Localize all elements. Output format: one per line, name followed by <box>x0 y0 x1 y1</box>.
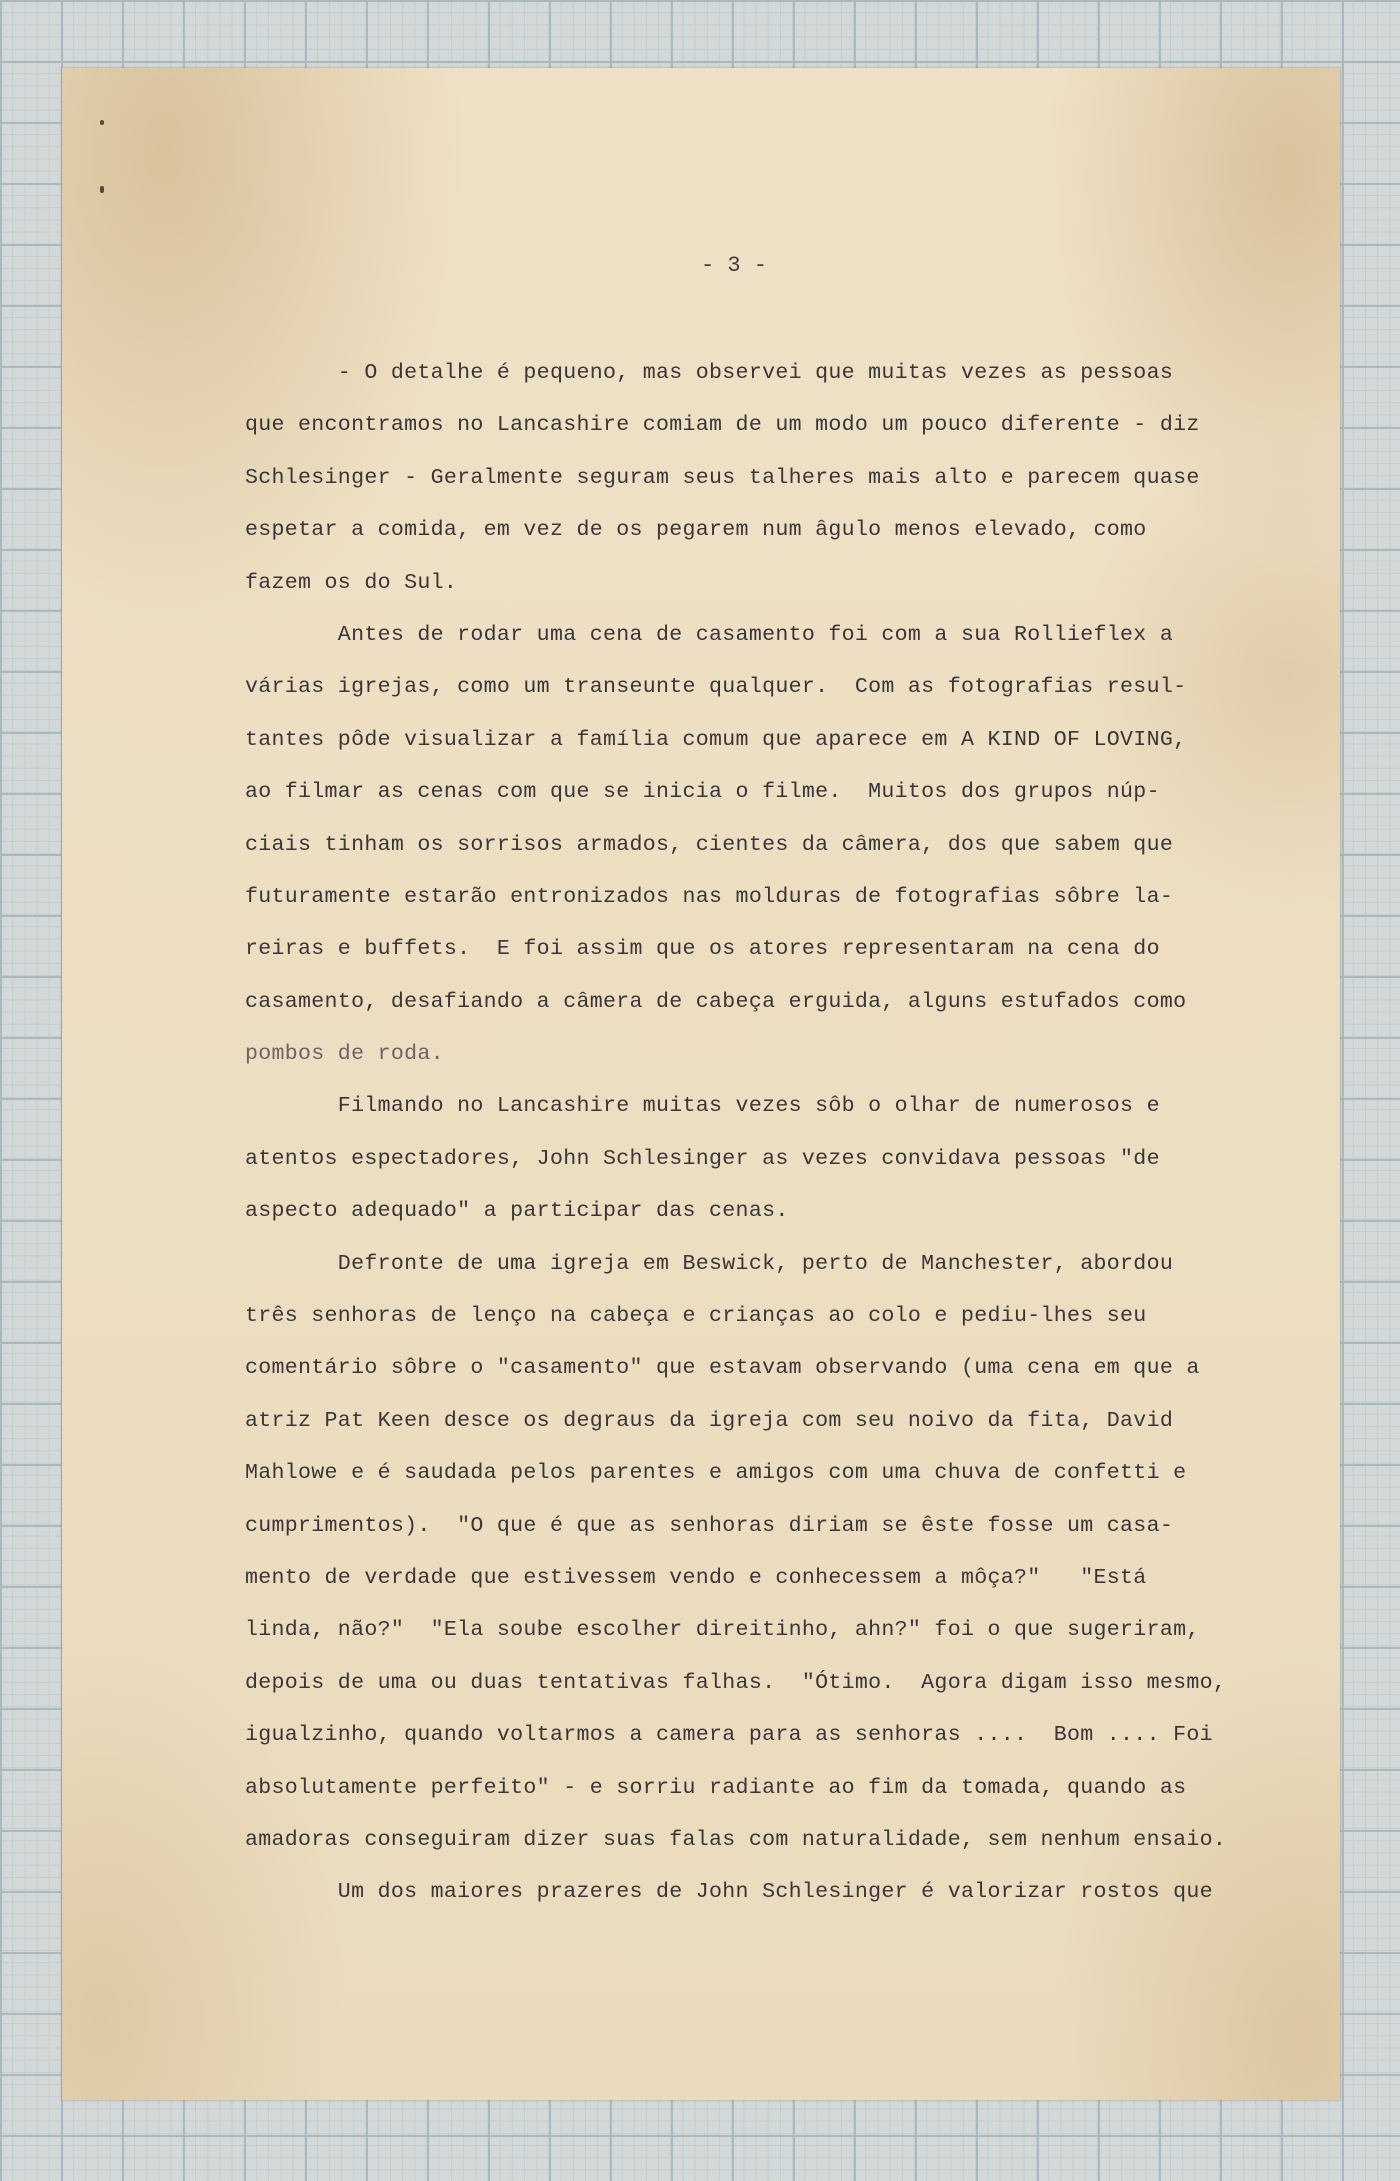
text-line: casamento, desafiando a câmera de cabeça erguida, alguns estufados como <box>245 989 1187 1014</box>
punch-mark <box>100 120 104 125</box>
text-line: que encontramos no Lancashire comiam de um modo um pouco diferente - diz <box>245 413 1200 438</box>
text-line: amadoras conseguiram dizer suas falas com naturalidade, sem nenhum ensaio. <box>245 1827 1227 1852</box>
punch-mark <box>100 188 104 193</box>
text-line: espetar a comida, em vez de os pegarem num âgulo menos elevado, como <box>245 518 1147 543</box>
text-line: aspecto adequado" a participar das cenas. <box>245 1199 789 1224</box>
text-line: ciais tinham os sorrisos armados, cientes da câmera, dos que sabem que <box>245 832 1174 857</box>
text-line: Filmando no Lancashire muitas vezes sôb o olhar de numerosos e <box>245 1094 1160 1119</box>
text-line: Antes de rodar uma cena de casamento foi com a sua Rollieflex a <box>245 622 1174 647</box>
text-line: comentário sôbre o "casamento" que estavam observando (uma cena em que a <box>245 1356 1200 1381</box>
text-line: ao filmar as cenas com que se inicia o filme. Muitos dos grupos núp- <box>245 780 1160 805</box>
text-line: pombos de roda. <box>245 1042 444 1067</box>
text-line: fazem os do Sul. <box>245 570 458 595</box>
page-number: - 3 - <box>700 253 767 278</box>
text-line: Schlesinger - Geralmente seguram seus talheres mais alto e parecem quase <box>245 465 1200 490</box>
text-line: futuramente estarão entronizados nas molduras de fotografias sôbre la- <box>245 884 1174 909</box>
text-line: reiras e buffets. E foi assim que os atores representaram na cena do <box>245 937 1160 962</box>
text-line: linda, não?" "Ela soube escolher direitinho, ahn?" foi o que sugeriram, <box>245 1618 1200 1643</box>
text-line: várias igrejas, como um transeunte qualquer. Com as fotografias resul- <box>245 675 1187 700</box>
text-line: atentos espectadores, John Schlesinger as vezes convidava pessoas "de <box>245 1146 1160 1171</box>
text-line: três senhoras de lenço na cabeça e crianças ao colo e pediu-lhes seu <box>245 1304 1147 1329</box>
text-line: - O detalhe é pequeno, mas observei que muitas vezes as pessoas <box>245 361 1174 385</box>
text-line: absolutamente perfeito" - e sorriu radiante ao fim da tomada, quando as <box>245 1775 1187 1800</box>
text-line: Um dos maiores prazeres de John Schlesinger é valorizar rostos que <box>245 1880 1213 1905</box>
text-line: tantes pôde visualizar a família comum que aparece em A KIND OF LOVING, <box>245 727 1187 752</box>
text-line: Mahlowe e é saudada pelos parentes e amigos com uma chuva de confetti e <box>245 1461 1187 1486</box>
text-line: igualzinho, quando voltarmos a camera para as senhoras .... Bom .... Foi <box>245 1723 1213 1748</box>
text-line: atriz Pat Keen desce os degraus da igreja com seu noivo da fita, David <box>245 1408 1174 1433</box>
text-line: Defronte de uma igreja em Beswick, perto de Manchester, abordou <box>245 1251 1174 1276</box>
body-text <box>245 347 1245 1919</box>
text-line: mento de verdade que estivessem vendo e conhecessem a môça?" "Está <box>245 1565 1147 1590</box>
typewritten-page <box>62 68 1340 2100</box>
text-line: cumprimentos). "O que é que as senhoras diriam se êste fosse um casa- <box>245 1513 1174 1538</box>
text-line: depois de uma ou duas tentativas falhas. "Ótimo. Agora digam isso mesmo, <box>245 1670 1227 1695</box>
